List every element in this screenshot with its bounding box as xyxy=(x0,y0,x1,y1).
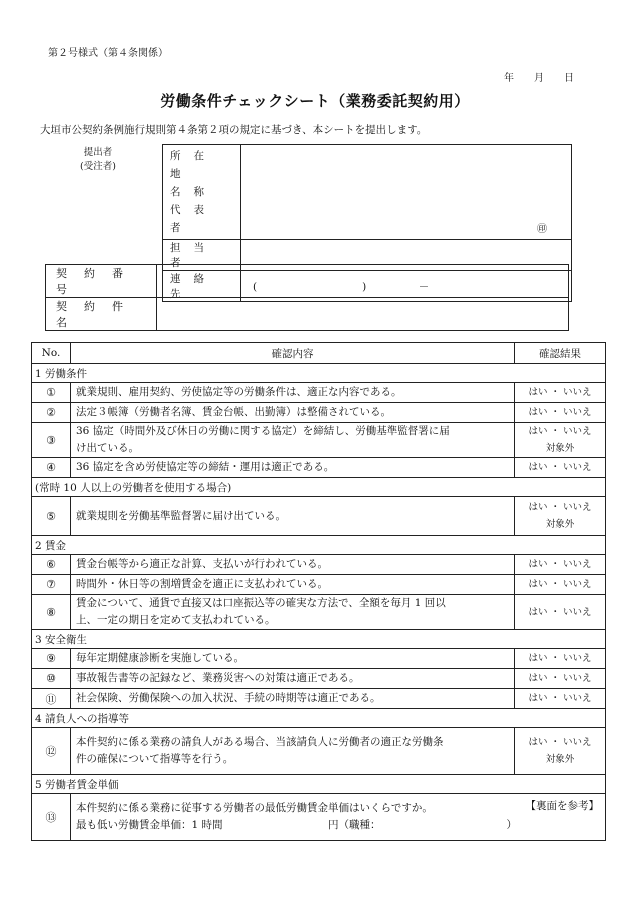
result-cell[interactable] xyxy=(515,575,606,595)
company-fields[interactable] xyxy=(241,145,572,240)
reference-note: 【裏面を参考】 xyxy=(525,800,599,812)
item-content: 毎年定期健康診断を実施している。 xyxy=(71,649,515,669)
item-content xyxy=(71,595,515,630)
intro-text: 大垣市公契約条例施行規則第４条第２項の規定に基づき、本シートを提出します。 xyxy=(40,124,428,136)
yes-no-choice[interactable]: はい ・ いいえ xyxy=(528,653,592,664)
table-row xyxy=(32,403,606,423)
company-labels xyxy=(163,145,241,240)
table-row xyxy=(32,689,606,709)
table-row xyxy=(32,555,606,575)
table-row xyxy=(32,383,606,403)
yes-no-choice[interactable]: はい ・ いいえ xyxy=(528,693,592,704)
yes-no-choice[interactable]: はい ・ いいえ xyxy=(528,387,592,398)
page-title: 労働条件チェックシート（業務委託契約用） xyxy=(160,92,470,110)
contract-name-field[interactable] xyxy=(157,298,569,331)
contract-number-label: 契約番号 xyxy=(46,265,157,298)
wage-question xyxy=(71,794,606,841)
contact-label: 連絡先 xyxy=(163,271,241,302)
yes-no-choice[interactable]: はい ・ いいえ xyxy=(528,559,592,570)
subsection-heading: (常時 10 人以上の労働者を使用する場合) xyxy=(32,478,606,497)
item-content: 就業規則、雇用契約、労使協定等の労働条件は、適正な内容である。 xyxy=(71,383,515,403)
result-cell[interactable] xyxy=(515,649,606,669)
not-applicable-choice[interactable]: 対象外 xyxy=(545,443,575,454)
item-number: ⑧ xyxy=(32,595,71,630)
wage-answer-line xyxy=(76,817,605,834)
date-line: 年 月 日 xyxy=(504,73,574,84)
item-number: ③ xyxy=(32,423,71,458)
item-content: 社会保険、労働保険への加入状況、手続の時期等は適正である。 xyxy=(71,689,515,709)
item-content: 法定３帳簿（労働者名簿、賃金台帳、出勤簿）は整備されている。 xyxy=(71,403,515,423)
item-number: ① xyxy=(32,383,71,403)
table-header-row xyxy=(32,343,606,364)
result-cell[interactable] xyxy=(515,383,606,403)
address-label: 所在地 xyxy=(170,150,217,180)
item-content-line: 本件契約に係る業務の請負人がある場合、当該請負人に労働者の適正な労働条 xyxy=(76,736,444,748)
table-row xyxy=(32,669,606,689)
contract-table xyxy=(45,264,569,331)
yen-occupation-label: 円（職種： xyxy=(328,819,381,831)
section-heading: 5 労働者賃金単価 xyxy=(32,775,606,794)
header-no: No. xyxy=(32,343,71,364)
wage-question-text: 本件契約に係る業務に従事する労働者の最低労働賃金単価はいくらですか。 xyxy=(76,802,433,814)
result-cell[interactable] xyxy=(515,423,606,458)
item-number: ⑬ xyxy=(32,794,71,841)
contract-name-label: 契約件名 xyxy=(46,298,157,331)
yes-no-choice[interactable]: はい ・ いいえ xyxy=(528,426,592,437)
item-number: ② xyxy=(32,403,71,423)
seal-mark: ㊞ xyxy=(537,224,547,235)
result-cell[interactable] xyxy=(515,497,606,536)
item-content xyxy=(71,728,515,775)
section-heading: 4 請負人への指導等 xyxy=(32,709,606,728)
result-cell[interactable] xyxy=(515,595,606,630)
yes-no-choice[interactable]: はい ・ いいえ xyxy=(528,606,592,618)
table-row xyxy=(32,575,606,595)
item-number: ⑫ xyxy=(32,728,71,775)
table-row xyxy=(32,595,606,630)
form-number: 第２号様式（第４条関係） xyxy=(48,48,168,59)
item-number: ⑪ xyxy=(32,689,71,709)
item-content-line: 賃金について、通貨で直接又は口座振込等の確実な方法で、全額を毎月 1 回以 xyxy=(76,597,446,609)
item-number: ④ xyxy=(32,458,71,478)
checklist-table xyxy=(31,342,606,841)
table-row xyxy=(32,649,606,669)
yes-no-choice[interactable]: はい ・ いいえ xyxy=(528,673,592,684)
yes-no-choice[interactable]: はい ・ いいえ xyxy=(528,462,592,473)
contract-number-field[interactable] xyxy=(157,265,569,298)
item-content xyxy=(71,423,515,458)
item-content-line: け出ている。 xyxy=(76,442,139,454)
section-heading: 3 安全衛生 xyxy=(32,630,606,649)
item-content-line: 件の確保について指導等を行う。 xyxy=(76,753,234,765)
item-number: ⑤ xyxy=(32,497,71,536)
result-cell[interactable] xyxy=(515,669,606,689)
item-content: 就業規則を労働基準監督署に届け出ている。 xyxy=(71,497,515,536)
yes-no-choice[interactable]: はい ・ いいえ xyxy=(528,407,592,418)
section-heading: 1 労働条件 xyxy=(32,364,606,383)
item-number: ⑨ xyxy=(32,649,71,669)
yes-no-choice[interactable]: はい ・ いいえ xyxy=(528,502,592,513)
table-row xyxy=(32,497,606,536)
submitter-label xyxy=(80,146,116,174)
result-cell[interactable] xyxy=(515,689,606,709)
result-cell[interactable] xyxy=(515,728,606,775)
item-content-line: 36 協定（時間外及び休日の労働に関する協定）を締結し、労働基準監督署に届 xyxy=(76,425,450,437)
item-content: 時間外・休日等の割増賃金を適正に支払われている。 xyxy=(71,575,515,595)
section-heading: 2 賃金 xyxy=(32,536,606,555)
wage-unit-label: 最も低い労働賃金単価：1 時間 xyxy=(76,819,223,831)
item-number: ⑥ xyxy=(32,555,71,575)
header-result: 確認結果 xyxy=(515,343,606,364)
representative-label: 代表者 xyxy=(170,204,217,234)
item-content: 賃金台帳等から適正な計算、支払いが行われている。 xyxy=(71,555,515,575)
yes-no-choice[interactable]: はい ・ いいえ xyxy=(528,579,592,590)
table-row xyxy=(32,728,606,775)
result-cell[interactable] xyxy=(515,403,606,423)
name-label: 名称 xyxy=(170,186,217,198)
table-row xyxy=(32,423,606,458)
item-content-line: 上、一定の期日を定めて支払われている。 xyxy=(76,614,276,626)
yes-no-choice[interactable]: はい ・ いいえ xyxy=(528,737,592,748)
item-content: 36 協定を含め労使協定等の締結・運用は適正である。 xyxy=(71,458,515,478)
table-row xyxy=(32,794,606,841)
result-cell[interactable] xyxy=(515,458,606,478)
result-cell[interactable] xyxy=(515,555,606,575)
item-number: ⑦ xyxy=(32,575,71,595)
submitter-label-line1: 提出者 xyxy=(83,147,113,158)
header-content: 確認内容 xyxy=(71,343,515,364)
not-applicable-choice[interactable]: 対象外 xyxy=(545,519,575,530)
item-number: ⑩ xyxy=(32,669,71,689)
contact-field[interactable]: ( ) － xyxy=(241,271,572,302)
person-label: 担当者 xyxy=(163,240,241,271)
not-applicable-choice[interactable]: 対象外 xyxy=(545,754,575,765)
closing-paren: ） xyxy=(506,819,517,831)
item-content: 事故報告書等の記録など、業務災害への対策は適正である。 xyxy=(71,669,515,689)
table-row xyxy=(32,458,606,478)
submitter-label-line2: (受注者) xyxy=(80,161,116,172)
